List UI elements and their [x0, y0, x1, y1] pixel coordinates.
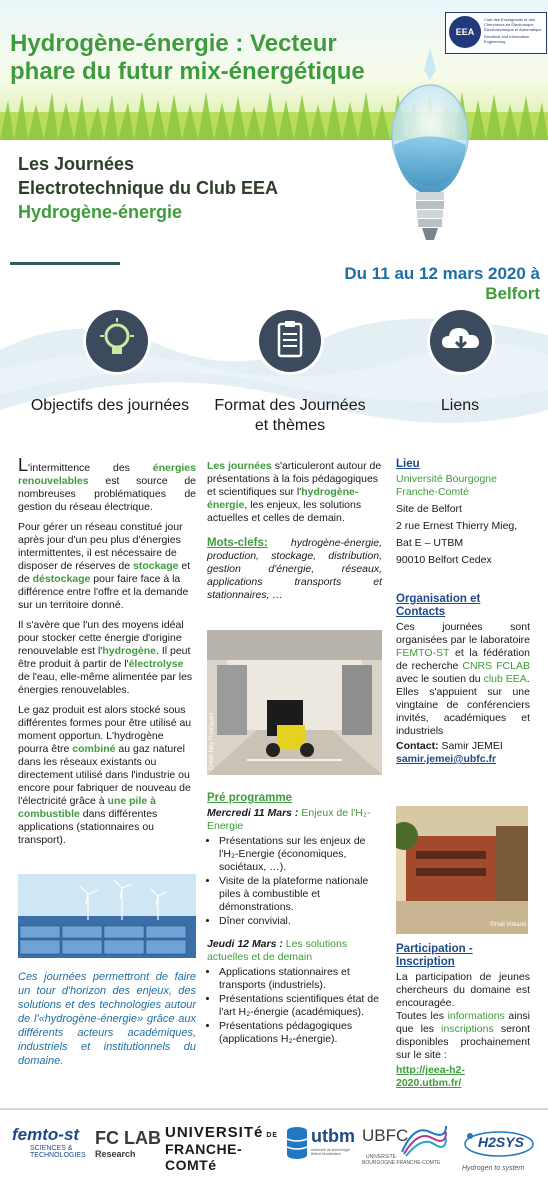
contact-email-link[interactable]: samir.jemei@ubfc.fr	[396, 753, 497, 765]
day1-item: • Présentations sur les enjeux de l'H₂-Energie (économiques, sociétaux, …).	[219, 835, 382, 874]
day2-heading	[207, 938, 382, 964]
organisation-paragraph	[396, 621, 530, 686]
day1-item: • Visite de la plateforme nationale piles à combustible et démonstrations.	[219, 875, 382, 914]
highlight-hydrogen-energy: hydrogène-énergie	[207, 486, 359, 511]
event-title-line2: Electrotechnique du Club EEA	[18, 178, 279, 198]
text-run: de l'eau, elle-même alimentée par les énergies renouvelables.	[18, 671, 193, 696]
contact-name: Samir JEMEI	[438, 740, 503, 752]
day1-heading	[207, 807, 382, 833]
main-title-line1: Hydrogène-énergie : Vecteur	[10, 30, 337, 57]
day2-item: • Applications stationnaires et transports (industriels).	[219, 966, 382, 992]
fclab-sub: Research	[95, 1149, 136, 1159]
day1-theme: Enjeux de l'H₂-Energie	[207, 807, 371, 832]
program-section	[207, 792, 382, 1052]
ufc-logo	[165, 1124, 283, 1173]
location-university: Université Bourgogne Franche-Comté	[396, 473, 497, 498]
main-title	[10, 30, 390, 86]
club-eea-logo-text	[484, 17, 544, 44]
building-photo	[396, 806, 528, 934]
text-run: pour faire face à la différence entre l'offre et la demande sur un territoire donné.	[18, 573, 189, 611]
section-label-links: Liens	[440, 397, 480, 414]
femto-st-logo	[12, 1125, 92, 1159]
keywords-list: hydrogène-énergie, production, stockage, distribution, gestion d'énergie, réseaux, applications transports et stationnaires, …	[207, 537, 382, 601]
day1-item: • Dîner convivial.	[219, 915, 382, 928]
day2-theme: Les solutions actuelles et de demain	[207, 938, 348, 963]
logo-text-main: Club des Enseignants et des Chercheurs en Électronique, Électrotechnique et Automatique	[484, 17, 542, 32]
h2sys-tagline: Hydrogen to system	[462, 1165, 525, 1172]
text-run: . Il peut être produit à partir de l'	[18, 645, 191, 670]
highlight-club-eea: club EEA	[483, 673, 527, 685]
organisation-speakers: Elles s'appuient sur une vingtaine de conférenciers invités, académiques et industriels	[396, 686, 530, 737]
h2sys-logo	[462, 1128, 542, 1172]
fclab-name: FC LAB	[95, 1128, 161, 1148]
event-title-line3: Hydrogène-énergie	[18, 202, 183, 222]
participation-heading: Participation - Inscription	[396, 943, 473, 968]
column-links	[396, 458, 530, 766]
section-label-format: Format des Journées et thèmes	[214, 397, 366, 434]
main-title-line2: phare du futur mix-énergétique	[10, 58, 365, 85]
highlight-fuel-cell: une pile à combustible	[18, 795, 156, 820]
text-run: Il s'avère que l'un des moyens idéal pour stocker cette énergie d'origine renouvelable est l'	[18, 619, 184, 657]
dropcap: L	[18, 455, 29, 475]
ufc-line1	[165, 1124, 283, 1141]
day1-list	[207, 835, 382, 928]
objectives-paragraph-3	[18, 619, 196, 697]
text-run: et de	[18, 560, 191, 585]
ufc-line2: FRANCHE-COMTé	[165, 1141, 243, 1173]
location-heading: Lieu	[396, 458, 420, 470]
text-run: Toutes les	[396, 1010, 448, 1022]
club-eea-emblem-icon: EEA	[449, 16, 481, 48]
water-bulb-illustration	[380, 40, 480, 270]
event-date-place: Belfort	[485, 284, 540, 303]
fclab-logo	[95, 1128, 163, 1159]
text-run: s'articuleront autour de présentations à la fois pédagogiques et scientifiques sur l'	[207, 460, 382, 498]
format-intro	[207, 460, 382, 525]
location-site: Site de Belfort	[396, 503, 462, 515]
event-date-text: Du 11 au 12 mars 2020 à	[344, 264, 540, 283]
logo-text-sub: Electrical and Information Engineering	[484, 34, 530, 44]
text-run: .	[526, 673, 530, 685]
keywords-paragraph	[207, 537, 382, 602]
ubfc-sub2: BOURGOGNE FRANCHE-COMTE	[362, 1160, 441, 1166]
location-address-3: 90010 Belfort Cedex	[396, 554, 492, 566]
highlight-journees: Les journées	[207, 460, 272, 472]
objectives-closing-text: Ces journées permettront de faire un tour d'horizon des enjeux, des solutions et des technologies autour de l'«hydrogène-énergie» grâce aux différents acteurs académiques, industriels et institutionnels du domaine.	[18, 971, 196, 1067]
informations-link[interactable]: informations	[447, 1010, 505, 1022]
organisation-heading: Organisation et Contacts	[396, 593, 481, 618]
participation-paragraph-2	[396, 1010, 530, 1062]
inscriptions-link[interactable]: inscriptions	[441, 1023, 494, 1035]
text-run: dans différentes applications (stationnaires ou transport).	[18, 808, 158, 846]
section-label-objectives: Objectifs des journées	[30, 397, 190, 414]
highlight-destorage: déstockage	[32, 573, 91, 585]
femto-st-sub1: SCIENCES &	[30, 1145, 73, 1152]
femto-st-sub2: TECHNOLOGIES	[30, 1152, 86, 1159]
highlight-electrolysis: électrolyse	[128, 658, 184, 670]
ufc-de: DE	[266, 1132, 279, 1139]
day2-item: • Présentations scientifiques état de l'art H₂-énergie (académiques).	[219, 993, 382, 1019]
day2-list	[207, 966, 382, 1046]
lab-photo-credit: Crédit Ney Rodrigues	[209, 712, 215, 770]
text-run: Le gaz produit est alors stocké sous différentes formes pour être utilisé au moment opportun. L'hydrogène pourra être	[18, 704, 192, 755]
format-clipboard-icon	[259, 310, 321, 372]
event-website-link[interactable]: http://jeea-h2-2020.utbm.fr/	[396, 1064, 465, 1089]
highlight-combined: combiné	[72, 743, 116, 755]
day1-label: Mercredi 11 Mars :	[207, 807, 299, 819]
femto-st-name: femto-st	[12, 1125, 80, 1144]
utbm-sub: université de technologie Belfort-Montbéliard	[311, 1148, 350, 1156]
fuel-cell-lab-photo	[207, 630, 382, 775]
event-title	[18, 152, 348, 224]
location-address-1: 2 rue Ernest Thierry Mieg,	[396, 520, 518, 532]
text-run: au gaz naturel dans les réseaux existants ou directement utilisé dans l'industrie ou encore pour fabriquer de nouveau de l'électricité grâce à	[18, 743, 191, 807]
ufc-line1-text: UNIVERSITé	[165, 1124, 264, 1141]
keywords-heading: Mots-clefs:	[207, 537, 268, 549]
objectives-paragraph-1	[18, 455, 196, 514]
text-run: seront disponibles prochainement sur le site :	[396, 1023, 530, 1061]
utbm-emblem-icon	[286, 1126, 308, 1160]
divider-rule	[10, 262, 120, 265]
text-run: Pour gérer un réseau constitué jour après jour d'un peu plus d'énergies intermittentes, il est nécessaire de disposer de réserves de	[18, 521, 183, 572]
objectives-paragraph-4	[18, 704, 196, 847]
links-cloud-download-icon	[430, 310, 492, 372]
participation-section	[396, 943, 530, 1090]
text-run: avec le soutien du	[396, 673, 484, 685]
column-objectives	[18, 455, 196, 854]
ubfc-sub1: UNIVERSITE	[366, 1154, 397, 1160]
text-run: Ces journées sont organisées par le laboratoire	[396, 621, 530, 646]
highlight-renewables: énergies renouvelables	[18, 462, 196, 487]
participation-paragraph-1: La participation de jeunes chercheurs du domaine est encouragée.	[396, 971, 530, 1009]
program-heading: Pré programme	[207, 792, 293, 804]
text-run: ainsi que les	[396, 1010, 531, 1035]
ubfc-name: UBFC	[362, 1126, 409, 1145]
column-format	[207, 460, 382, 609]
utbm-name: utbm	[311, 1126, 355, 1146]
ubfc-wave-icon	[400, 1122, 448, 1158]
objectives-paragraph-2	[18, 521, 196, 612]
day2-item: • Présentations pédagogiques (applications H₂-énergie).	[219, 1020, 382, 1046]
day2-label: Jeudi 12 Mars :	[207, 938, 283, 950]
contact-label: Contact:	[396, 740, 439, 752]
highlight-femto: FEMTO-ST	[396, 647, 450, 659]
text-run: , les enjeux, les solutions actuelles et celles de demain.	[207, 499, 362, 524]
ubfc-logo	[362, 1126, 452, 1166]
event-title-line1: Les Journées	[18, 154, 135, 174]
building-photo-credit: ©Hall Vokano	[490, 922, 527, 928]
highlight-fclab: CNRS FCLAB	[462, 660, 530, 672]
contact-line	[396, 740, 530, 753]
highlight-hydrogen: hydrogène	[102, 645, 156, 657]
text-run: est source de nombreuses problématiques de gestion du réseau électrique.	[18, 475, 196, 513]
text-run: et la fédération de recherche	[396, 647, 530, 672]
location-address-2: Bat E – UTBM	[396, 537, 464, 549]
highlight-storage: stockage	[132, 560, 179, 572]
h2sys-name: H2SYS	[478, 1134, 524, 1150]
text-run: 'intermittence des	[28, 462, 153, 474]
wind-turbines-photo	[18, 874, 196, 958]
objectives-bulb-icon	[86, 310, 148, 372]
